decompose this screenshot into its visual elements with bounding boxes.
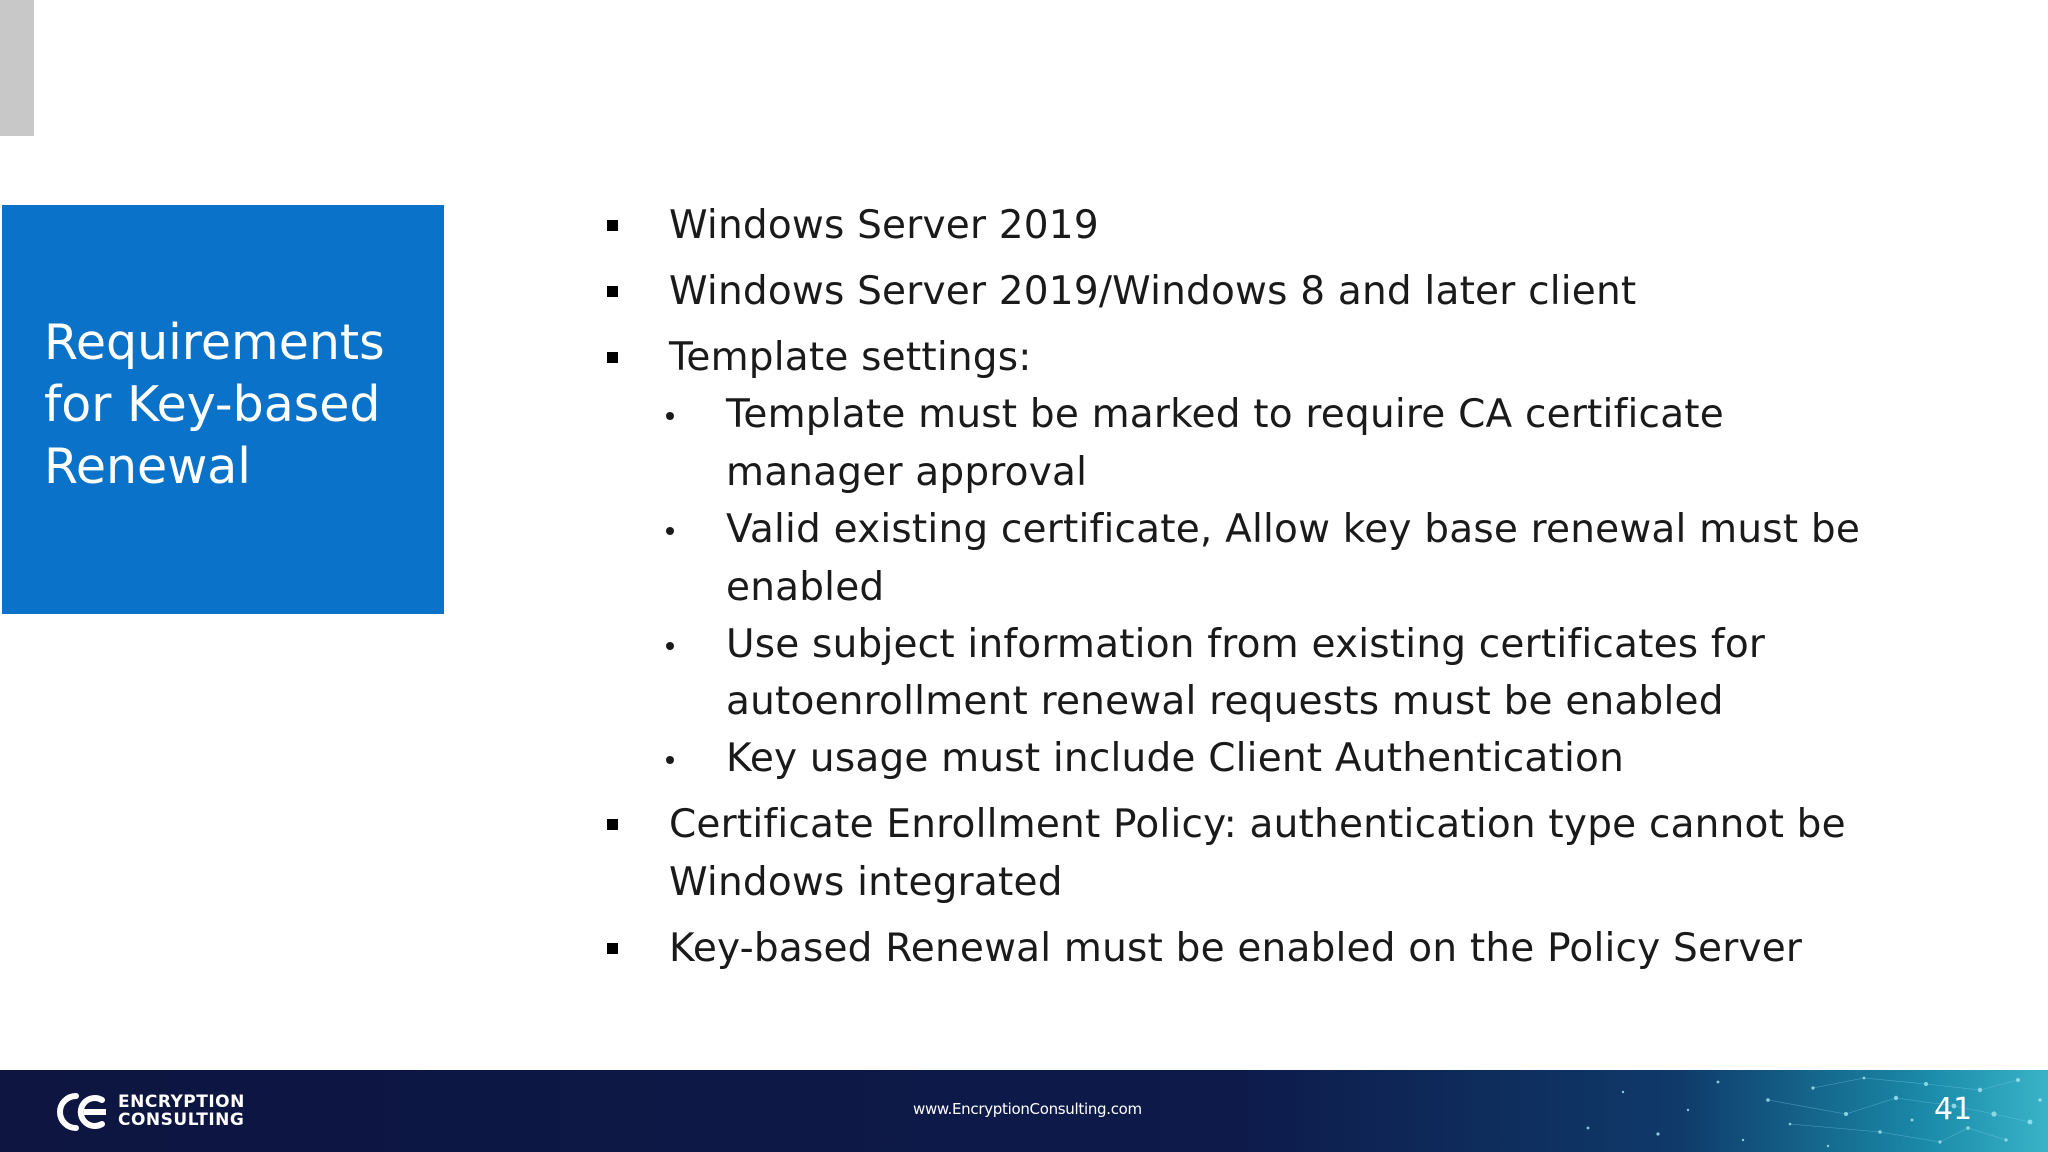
square-bullet (607, 220, 618, 231)
footer-url-link[interactable]: www.EncryptionConsulting.com (913, 1100, 1142, 1118)
list-item: Template must be marked to require CA certificate (726, 392, 1724, 437)
dot-bullet (666, 642, 674, 650)
list-item: Valid existing certificate, Allow key base renewal must be (726, 507, 1861, 552)
page-number: 41 (1934, 1092, 1973, 1127)
list-item: Windows Server 2019 (669, 203, 1099, 248)
square-bullet (607, 819, 618, 830)
dot-bullet (666, 527, 674, 535)
logo-mark-icon (50, 1090, 112, 1134)
slide-title-line: Requirements (44, 313, 385, 371)
list-item-continuation: manager approval (726, 450, 1088, 495)
slide-title-line: Renewal (44, 437, 251, 495)
list-item-continuation: enabled (726, 565, 885, 610)
list-item: Windows Server 2019/Windows 8 and later client (669, 269, 1637, 314)
list-item: Use subject information from existing certificates for (726, 622, 1766, 667)
list-item-continuation: Windows integrated (669, 860, 1063, 905)
dot-bullet (666, 412, 674, 420)
square-bullet (607, 286, 618, 297)
list-item-continuation: autoenrollment renewal requests must be enabled (726, 679, 1724, 724)
square-bullet (607, 943, 618, 954)
square-bullet (607, 352, 618, 363)
slide-title-line: for Key-based (44, 375, 381, 433)
logo-text-line2: CONSULTING (118, 1110, 245, 1130)
dot-bullet (666, 756, 674, 764)
list-item: Certificate Enrollment Policy: authentication type cannot be (669, 802, 1846, 847)
encryption-consulting-logo (50, 1090, 250, 1134)
list-item: Key-based Renewal must be enabled on the Policy Server (669, 926, 1803, 971)
logo-text-line1: ENCRYPTION (118, 1092, 245, 1112)
footer-bar (0, 1070, 2048, 1152)
list-item: Template settings: (669, 335, 1032, 380)
list-item: Key usage must include Client Authentication (726, 736, 1624, 781)
